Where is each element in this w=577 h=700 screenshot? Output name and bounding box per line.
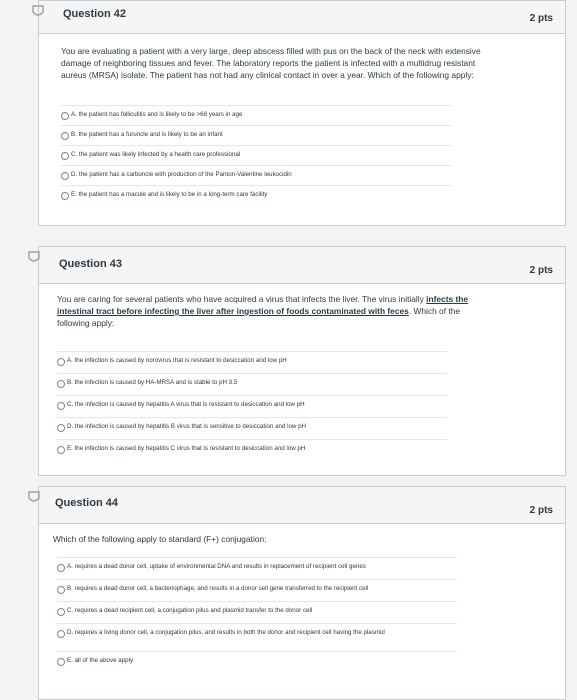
question-points: 2 pts xyxy=(529,265,553,276)
question-prompt: You are evaluating a patient with a very large, deep abscess filled with pus on the back of the neck with extensive damage of neighboring tissues and fever. The laboratory reports the patient is infected with a multidrug resistant aureus (MRSA) isolate. The patient has not had any clinical contact in over a year. Which of the following apply: xyxy=(61,46,481,80)
answer-option-e[interactable] xyxy=(61,185,451,205)
question-42 xyxy=(38,0,566,226)
question-title: Question 42 xyxy=(63,8,126,20)
radio-circle-icon[interactable] xyxy=(61,192,69,200)
answer-label: C. the patient was likely infected by a health care professional xyxy=(71,151,241,158)
answer-option-b[interactable] xyxy=(57,579,457,601)
answer-option-a[interactable] xyxy=(57,351,447,373)
answer-label: C. the infection is caused by hepatitis A virus that is resistant to desiccation and low pH xyxy=(67,401,305,408)
answer-option-a[interactable] xyxy=(61,105,451,125)
radio-circle-icon[interactable] xyxy=(57,424,65,432)
answer-label: A. the patient has folliculitis and is likely to be >68 years in age xyxy=(71,111,243,118)
answer-option-c[interactable] xyxy=(61,145,451,165)
question-header xyxy=(39,1,565,34)
answer-label: D. the infection is caused by hepatitis B virus that is sensitive to desiccation and low pH xyxy=(67,423,307,430)
question-43 xyxy=(38,246,566,476)
radio-circle-icon[interactable] xyxy=(57,358,65,366)
bookmark-flag-icon[interactable] xyxy=(30,4,46,20)
question-title: Question 43 xyxy=(59,258,122,270)
answer-option-d[interactable] xyxy=(61,165,451,185)
radio-circle-icon[interactable] xyxy=(61,152,69,160)
answer-option-c[interactable] xyxy=(57,601,457,623)
answer-option-c[interactable] xyxy=(57,395,447,417)
question-points: 2 pts xyxy=(529,13,553,24)
answer-label: B. the patient has a furuncle and is likely to be an infant xyxy=(71,131,223,138)
answer-option-b[interactable] xyxy=(61,125,451,145)
radio-circle-icon[interactable] xyxy=(57,586,65,594)
answer-option-e[interactable] xyxy=(57,439,447,461)
bookmark-flag-icon[interactable] xyxy=(26,490,42,506)
prompt-text-end: . Which of the following apply: xyxy=(57,306,461,328)
answer-label: E. all of the above apply xyxy=(67,657,134,664)
radio-circle-icon[interactable] xyxy=(57,630,65,638)
answer-label: A. requires a dead donor cell, uptake of environmental DNA and results in replacement of recipient cell genes xyxy=(67,563,366,570)
radio-circle-icon[interactable] xyxy=(57,608,65,616)
answer-label: D. requires a living donor cell, a conjugation pilus, and results in both the donor and recipient cell having the plasmid xyxy=(67,629,385,636)
radio-circle-icon[interactable] xyxy=(57,564,65,572)
answer-label: D. the patient has a carbuncle with production of the Panton-Valentine leukocidin xyxy=(71,171,292,178)
radio-circle-icon[interactable] xyxy=(61,172,69,180)
question-prompt: Which of the following apply to standard (F+) conjugation: xyxy=(53,534,267,544)
prompt-text: You are caring for several patients who have acquired a virus that infects the liver. The virus initially xyxy=(57,294,427,304)
radio-circle-icon[interactable] xyxy=(61,132,69,140)
question-header xyxy=(39,487,565,524)
prompt-emphasis: infects the intestinal tract before infecting the liver after ingestion of foods contaminated with feces xyxy=(57,294,469,316)
radio-circle-icon[interactable] xyxy=(57,402,65,410)
answer-label: A. the infection is caused by norovirus that is resistant to desiccation and low pH xyxy=(67,357,287,364)
answer-label: C. requires a dead recipient cell, a conjugation pilus and plasmid transfer to the donor cell xyxy=(67,607,313,614)
question-points: 2 pts xyxy=(529,505,553,516)
bookmark-flag-icon[interactable] xyxy=(26,250,42,266)
answer-option-e[interactable] xyxy=(57,651,457,673)
answer-option-a[interactable] xyxy=(57,557,457,579)
answer-label: E. the patient has a macule and is likely to be in a long-term care facility xyxy=(71,191,268,198)
question-prompt xyxy=(57,293,477,329)
answer-option-d[interactable] xyxy=(57,417,447,439)
answer-option-d[interactable] xyxy=(57,623,457,651)
question-title: Question 44 xyxy=(55,497,118,509)
answer-label: B. the infection is caused by HA-MRSA and is stable to pH 3.5 xyxy=(67,379,238,386)
radio-circle-icon[interactable] xyxy=(61,112,69,120)
question-44 xyxy=(38,486,566,700)
radio-circle-icon[interactable] xyxy=(57,446,65,454)
answer-label: B. requires a dead donor cell, a bacteriophage, and results in a donor cell gene transferred to the recipient cell xyxy=(67,585,369,592)
answer-label: E. the infection is caused by hepatitis C virus that is resistant to desiccation and low pH xyxy=(67,445,306,452)
radio-circle-icon[interactable] xyxy=(57,658,65,666)
question-header xyxy=(39,247,565,284)
answer-option-b[interactable] xyxy=(57,373,447,395)
radio-circle-icon[interactable] xyxy=(57,380,65,388)
